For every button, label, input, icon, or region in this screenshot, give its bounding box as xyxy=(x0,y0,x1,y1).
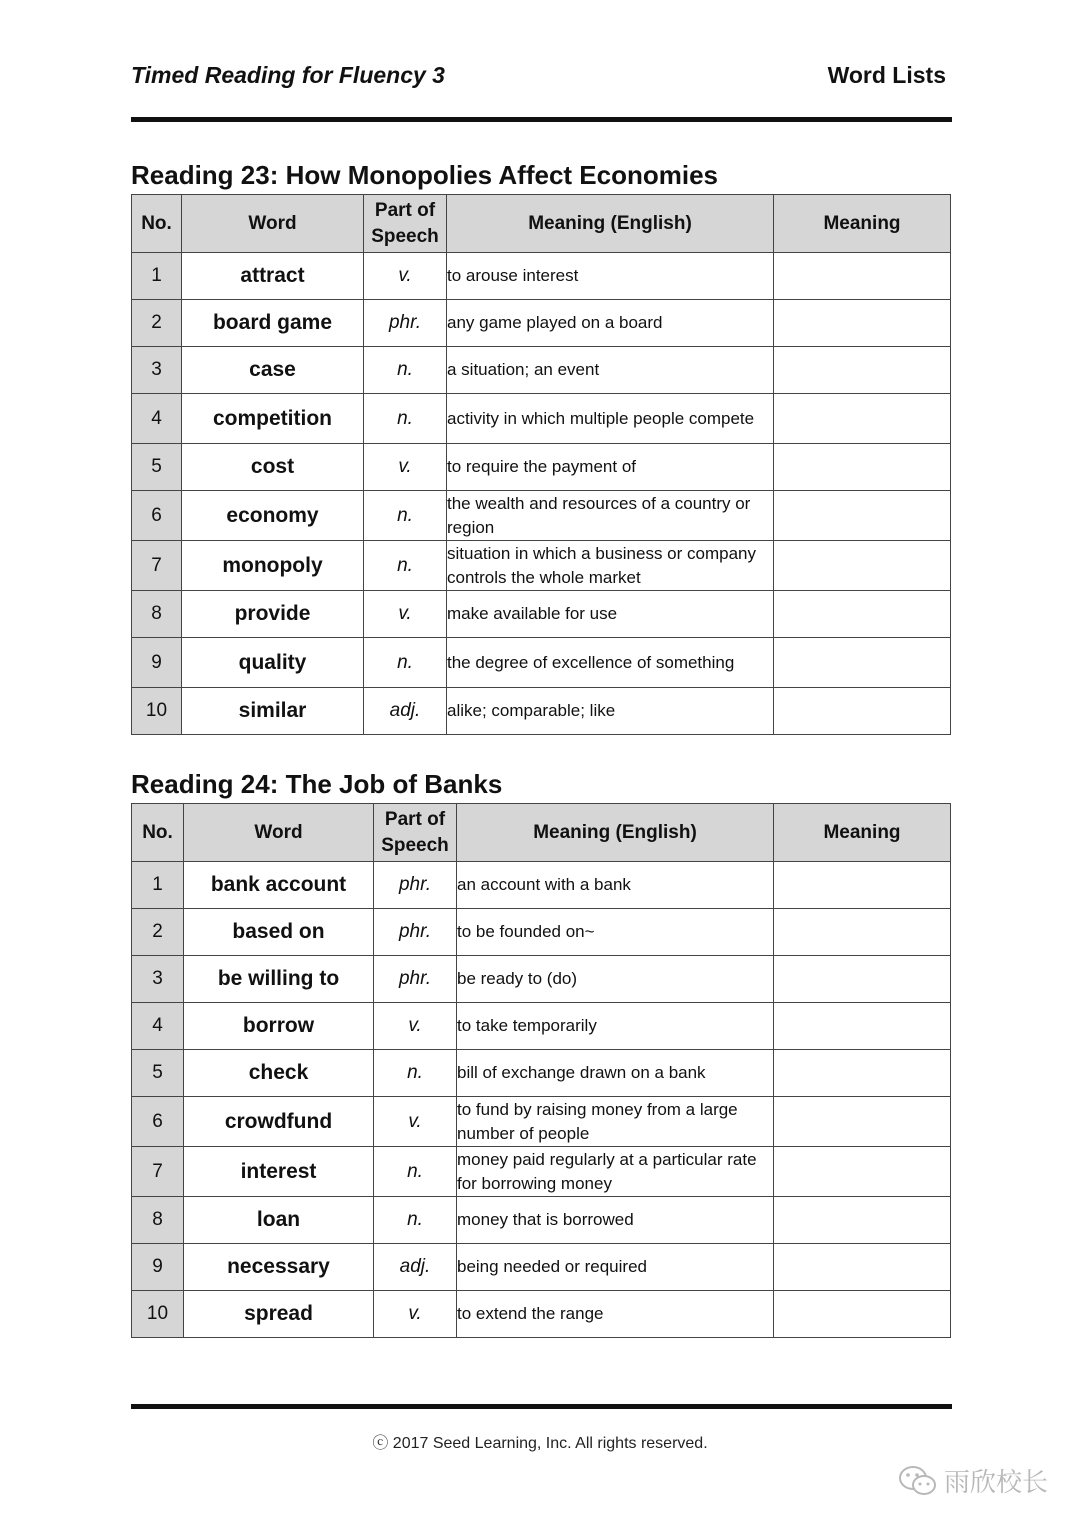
meaning-english: to take temporarily xyxy=(457,1003,774,1050)
table-row xyxy=(132,1291,951,1338)
row-number: 9 xyxy=(132,638,182,688)
reading-24-word-table xyxy=(131,803,951,1338)
meaning-english: money paid regularly at a particular rate for borrowing money xyxy=(457,1147,774,1197)
meaning-english: the degree of excellence of something xyxy=(447,638,774,688)
meaning-english: a situation; an event xyxy=(447,347,774,394)
part-of-speech: v. xyxy=(374,1291,457,1338)
meaning-blank xyxy=(774,1244,951,1291)
meaning-english: make available for use xyxy=(447,591,774,638)
col-header-meaning: Meaning xyxy=(774,195,951,253)
meaning-blank xyxy=(774,1097,951,1147)
meaning-blank xyxy=(774,909,951,956)
part-of-speech: v. xyxy=(364,591,447,638)
part-of-speech: phr. xyxy=(374,956,457,1003)
meaning-blank xyxy=(774,491,951,541)
col-header-word: Word xyxy=(184,804,374,862)
wechat-icon xyxy=(898,1464,938,1498)
vocab-word: provide xyxy=(182,591,364,638)
vocab-word: economy xyxy=(182,491,364,541)
col-header-meaning: Meaning xyxy=(774,804,951,862)
part-of-speech: n. xyxy=(364,347,447,394)
vocab-word: borrow xyxy=(184,1003,374,1050)
table-row xyxy=(132,444,951,491)
meaning-english: to require the payment of xyxy=(447,444,774,491)
meaning-blank xyxy=(774,253,951,300)
meaning-english: money that is borrowed xyxy=(457,1197,774,1244)
meaning-blank xyxy=(774,541,951,591)
meaning-english: to be founded on~ xyxy=(457,909,774,956)
table-row xyxy=(132,1050,951,1097)
vocab-word: loan xyxy=(184,1197,374,1244)
col-header-no: No. xyxy=(132,195,182,253)
part-of-speech: phr. xyxy=(374,862,457,909)
part-of-speech: v. xyxy=(374,1097,457,1147)
watermark xyxy=(898,1462,1048,1499)
row-number: 7 xyxy=(132,1147,184,1197)
part-of-speech: n. xyxy=(364,638,447,688)
col-header-meaning-english: Meaning (English) xyxy=(457,804,774,862)
row-number: 10 xyxy=(132,688,182,735)
row-number: 4 xyxy=(132,394,182,444)
part-of-speech: v. xyxy=(374,1003,457,1050)
meaning-english: to fund by raising money from a large number of people xyxy=(457,1097,774,1147)
row-number: 6 xyxy=(132,1097,184,1147)
reading-23-title: Reading 23: How Monopolies Affect Economies xyxy=(131,160,718,190)
vocab-word: bank account xyxy=(184,862,374,909)
meaning-blank xyxy=(774,862,951,909)
col-header-meaning-english: Meaning (English) xyxy=(447,195,774,253)
meaning-blank xyxy=(774,638,951,688)
col-header-pos: Part of Speech xyxy=(374,804,457,862)
table-row xyxy=(132,1244,951,1291)
table-row xyxy=(132,1147,951,1197)
table-header-row xyxy=(132,195,951,253)
meaning-blank xyxy=(774,300,951,347)
meaning-blank xyxy=(774,956,951,1003)
table-row xyxy=(132,638,951,688)
table-row xyxy=(132,300,951,347)
meaning-blank xyxy=(774,688,951,735)
table-row xyxy=(132,1097,951,1147)
header-divider xyxy=(131,117,952,122)
table-header-row xyxy=(132,804,951,862)
meaning-english: the wealth and resources of a country or region xyxy=(447,491,774,541)
meaning-english: situation in which a business or company controls the whole market xyxy=(447,541,774,591)
table-row xyxy=(132,394,951,444)
vocab-word: interest xyxy=(184,1147,374,1197)
meaning-blank xyxy=(774,347,951,394)
row-number: 3 xyxy=(132,956,184,1003)
vocab-word: cost xyxy=(182,444,364,491)
meaning-blank xyxy=(774,1003,951,1050)
table-row xyxy=(132,862,951,909)
part-of-speech: n. xyxy=(374,1197,457,1244)
reading-23-word-table xyxy=(131,194,951,735)
vocab-word: spread xyxy=(184,1291,374,1338)
part-of-speech: adj. xyxy=(364,688,447,735)
col-header-word: Word xyxy=(182,195,364,253)
meaning-blank xyxy=(774,394,951,444)
table-row xyxy=(132,347,951,394)
table-row xyxy=(132,253,951,300)
reading-24-title: Reading 24: The Job of Banks xyxy=(131,769,503,799)
part-of-speech: n. xyxy=(364,541,447,591)
vocab-word: competition xyxy=(182,394,364,444)
row-number: 10 xyxy=(132,1291,184,1338)
table-row xyxy=(132,591,951,638)
row-number: 1 xyxy=(132,862,184,909)
part-of-speech: phr. xyxy=(364,300,447,347)
meaning-english: activity in which multiple people compete xyxy=(447,394,774,444)
row-number: 7 xyxy=(132,541,182,591)
vocab-word: similar xyxy=(182,688,364,735)
part-of-speech: n. xyxy=(364,394,447,444)
row-number: 8 xyxy=(132,1197,184,1244)
part-of-speech: n. xyxy=(364,491,447,541)
vocab-word: crowdfund xyxy=(184,1097,374,1147)
part-of-speech: phr. xyxy=(374,909,457,956)
part-of-speech: n. xyxy=(374,1147,457,1197)
col-header-pos: Part of Speech xyxy=(364,195,447,253)
row-number: 3 xyxy=(132,347,182,394)
meaning-english: to extend the range xyxy=(457,1291,774,1338)
table-row xyxy=(132,956,951,1003)
table-row xyxy=(132,909,951,956)
table-row xyxy=(132,1003,951,1050)
row-number: 2 xyxy=(132,300,182,347)
table-row xyxy=(132,1197,951,1244)
vocab-word: check xyxy=(184,1050,374,1097)
row-number: 8 xyxy=(132,591,182,638)
vocab-word: necessary xyxy=(184,1244,374,1291)
row-number: 5 xyxy=(132,444,182,491)
row-number: 4 xyxy=(132,1003,184,1050)
vocab-word: case xyxy=(182,347,364,394)
table-row xyxy=(132,491,951,541)
meaning-blank xyxy=(774,591,951,638)
row-number: 1 xyxy=(132,253,182,300)
vocab-word: attract xyxy=(182,253,364,300)
meaning-blank xyxy=(774,1050,951,1097)
meaning-blank xyxy=(774,1291,951,1338)
vocab-word: be willing to xyxy=(184,956,374,1003)
row-number: 5 xyxy=(132,1050,184,1097)
part-of-speech: v. xyxy=(364,444,447,491)
col-header-no: No. xyxy=(132,804,184,862)
meaning-english: bill of exchange drawn on a bank xyxy=(457,1050,774,1097)
section-title: Word Lists xyxy=(827,62,946,88)
part-of-speech: adj. xyxy=(374,1244,457,1291)
meaning-english: an account with a bank xyxy=(457,862,774,909)
copyright-footer: ⓒ 2017 Seed Learning, Inc. All rights reserved. xyxy=(372,1435,708,1452)
table-row xyxy=(132,688,951,735)
meaning-english: alike; comparable; like xyxy=(447,688,774,735)
meaning-english: any game played on a board xyxy=(447,300,774,347)
meaning-blank xyxy=(774,1147,951,1197)
book-title: Timed Reading for Fluency 3 xyxy=(131,62,445,88)
vocab-word: board game xyxy=(182,300,364,347)
meaning-english: being needed or required xyxy=(457,1244,774,1291)
vocab-word: quality xyxy=(182,638,364,688)
meaning-english: to arouse interest xyxy=(447,253,774,300)
meaning-english: be ready to (do) xyxy=(457,956,774,1003)
part-of-speech: v. xyxy=(364,253,447,300)
row-number: 2 xyxy=(132,909,184,956)
vocab-word: based on xyxy=(184,909,374,956)
row-number: 6 xyxy=(132,491,182,541)
meaning-blank xyxy=(774,1197,951,1244)
watermark-text: 雨欣校长 xyxy=(943,1468,1048,1498)
vocab-word: monopoly xyxy=(182,541,364,591)
meaning-blank xyxy=(774,444,951,491)
row-number: 9 xyxy=(132,1244,184,1291)
part-of-speech: n. xyxy=(374,1050,457,1097)
footer-divider xyxy=(131,1404,952,1409)
table-row xyxy=(132,541,951,591)
